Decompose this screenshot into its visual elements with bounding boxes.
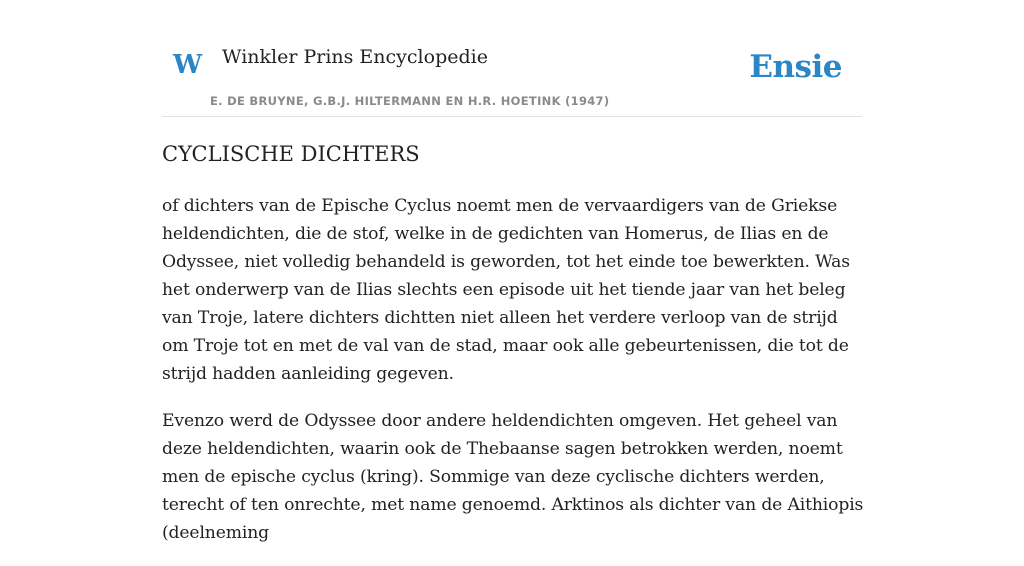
encyclopedia-title: Winkler Prins Encyclopedie [222, 46, 488, 68]
article-paragraph: of dichters van de Epische Cyclus noemt men de vervaardigers van de Griekse heldendichten, die de stof, welke in de gedichten van Homerus, de Ilias en de Odyssee, niet volledig behandeld is geworden, tot het einde toe bewerkten. Was het onderwerp van de Ilias slechts een episode uit het tiende jaar van het beleg van Troje, latere dichters dichtten niet alleen het verdere verloop van de strijd om Troje tot en met de val van de stad, maar ook alle gebeurtenissen, die tot de strijd hadden aanleiding gegeven. [162, 196, 850, 384]
article-body [162, 192, 864, 566]
article-paragraph: Evenzo werd de Odyssee door andere heldendichten omgeven. Het geheel van deze heldendichten, waarin ook de Thebaanse sagen betrokken werden, noemt men de epische cyclus (kring). Sommige van deze cyclische dichters werden, terecht of ten onrechte, met name genoemd. Arktinos als dichter van de Aithiopis (deelneming [162, 411, 864, 543]
ensie-logo-link[interactable]: Ensie [749, 49, 842, 85]
article-title: CYCLISCHE DICHTERS [162, 142, 420, 166]
authors-line: E. DE BRUYNE, G.B.J. HILTERMANN EN H.R. HOETINK (1947) [210, 94, 610, 108]
site-header [162, 0, 862, 117]
winkler-prins-logo[interactable]: W [173, 50, 203, 80]
